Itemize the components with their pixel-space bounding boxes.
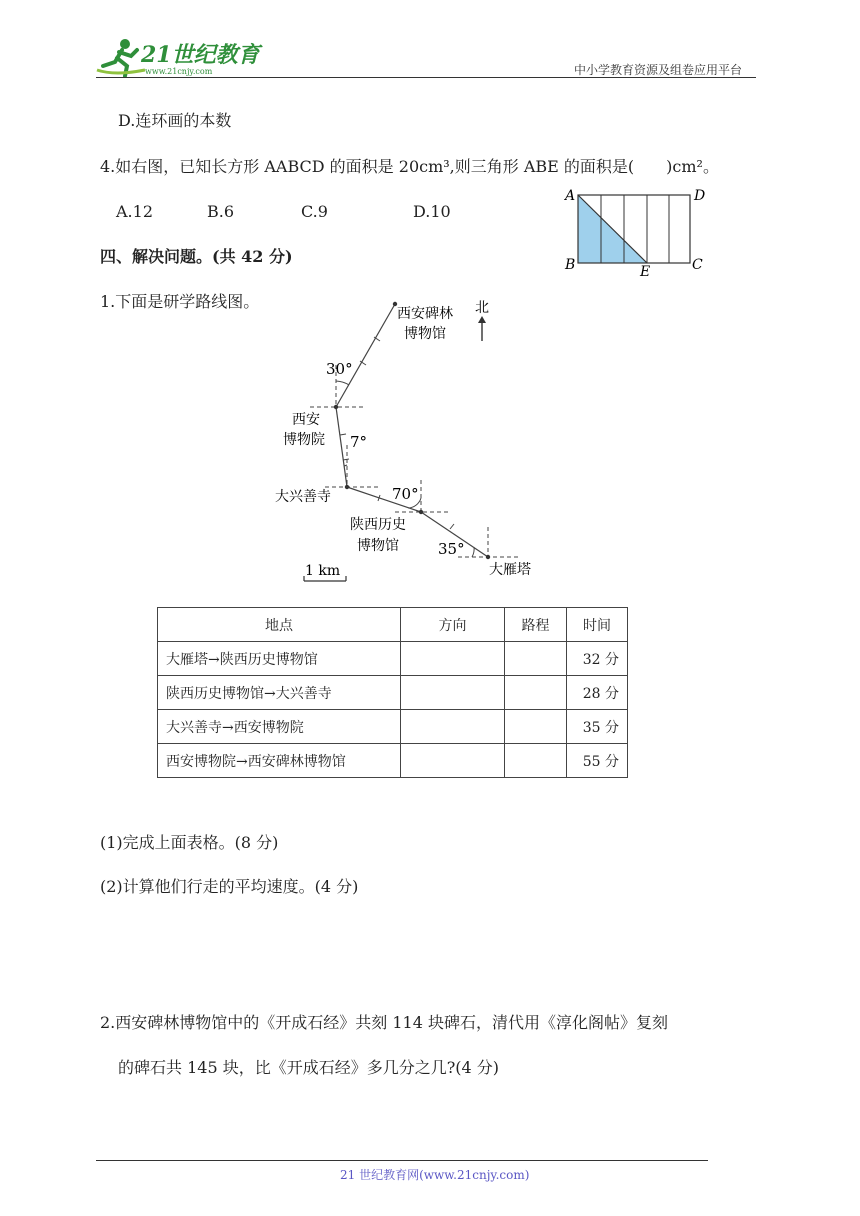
header-rule [96, 77, 756, 78]
place-shaanxi-history-line2: 博物馆 [357, 538, 399, 554]
north-arrow-icon [478, 316, 486, 341]
table-row [158, 642, 628, 676]
header-time: 时间 [567, 608, 628, 642]
cell-time: 35 分 [567, 710, 628, 744]
cell-time: 28 分 [567, 676, 628, 710]
cell-place: 大雁塔→陕西历史博物馆 [158, 642, 401, 676]
table-row [158, 676, 628, 710]
table-header-row [158, 608, 628, 642]
q4-option-c: C.9 [301, 202, 328, 221]
label-a: A [565, 188, 576, 204]
header-distance: 路程 [505, 608, 567, 642]
header-place: 地点 [158, 608, 401, 642]
section-4-heading: 四、解决问题。(共 42 分) [100, 247, 293, 266]
place-xian-museum-line1: 西安 [292, 412, 320, 428]
header-platform-text: 中小学教育资源及组卷应用平台 [574, 63, 743, 77]
route-map [270, 295, 560, 590]
place-shaanxi-history-line1: 陕西历史 [350, 517, 406, 533]
cell-place: 大兴善寺→西安博物院 [158, 710, 401, 744]
header-logo [95, 36, 265, 78]
place-dayanta: 大雁塔 [489, 562, 531, 578]
angle-70: 70° [392, 485, 419, 503]
question-4: 4.如右图，已知长方形 AABCD 的面积是 20cm³,则三角形 ABE 的面积是( )cm²。 [100, 157, 719, 176]
angle-7: 7° [350, 433, 368, 451]
angle-30: 30° [326, 360, 353, 378]
problem-1-sub1: (1)完成上面表格。(8 分) [100, 833, 279, 852]
cell-distance[interactable] [505, 710, 567, 744]
cell-distance[interactable] [505, 676, 567, 710]
cell-place: 西安博物院→西安碑林博物馆 [158, 744, 401, 778]
cell-time: 55 分 [567, 744, 628, 778]
route-table [157, 607, 628, 778]
problem-1-sub2: (2)计算他们行走的平均速度。(4 分) [100, 877, 359, 896]
table-row [158, 710, 628, 744]
place-beilin-line2: 博物馆 [404, 326, 446, 342]
label-b: B [565, 257, 576, 273]
option-d-line: D.连环画的本数 [118, 111, 232, 130]
angle-35: 35° [438, 540, 465, 558]
rectangle-figure [560, 183, 720, 278]
cell-distance[interactable] [505, 642, 567, 676]
cell-direction[interactable] [401, 642, 505, 676]
north-label: 北 [475, 300, 489, 316]
cell-direction[interactable] [401, 744, 505, 778]
header-direction: 方向 [401, 608, 505, 642]
place-daxingshan: 大兴善寺 [275, 489, 331, 505]
cell-time: 32 分 [567, 642, 628, 676]
logo-text: 21世纪教育 [141, 42, 260, 68]
logo-url: www.21cnjy.com [145, 67, 213, 76]
problem-1-intro: 1.下面是研学路线图。 [100, 292, 260, 311]
table-row [158, 744, 628, 778]
cell-distance[interactable] [505, 744, 567, 778]
cell-direction[interactable] [401, 676, 505, 710]
runner-logo-icon [95, 36, 265, 78]
place-beilin-line1: 西安碑林 [397, 306, 453, 322]
q4-option-a: A.12 [116, 202, 153, 221]
problem-2-line1: 2.西安碑林博物馆中的《开成石经》共刻 114 块碑石，清代用《淳化阁帖》复刻 [100, 1013, 668, 1032]
label-e: E [640, 264, 651, 278]
q4-option-b: B.6 [207, 202, 235, 221]
place-xian-museum-line2: 博物院 [283, 432, 325, 448]
q4-option-d: D.10 [413, 202, 451, 221]
label-c: C [692, 257, 703, 273]
footer-rule [96, 1160, 708, 1161]
cell-place: 陕西历史博物馆→大兴善寺 [158, 676, 401, 710]
label-d: D [694, 188, 706, 204]
scale-label: 1 km [305, 563, 341, 579]
footer-text[interactable]: 21 世纪教育网(www.21cnjy.com) [340, 1168, 530, 1182]
cell-direction[interactable] [401, 710, 505, 744]
problem-2-line2: 的碑石共 145 块，比《开成石经》多几分之几?(4 分) [118, 1058, 500, 1077]
